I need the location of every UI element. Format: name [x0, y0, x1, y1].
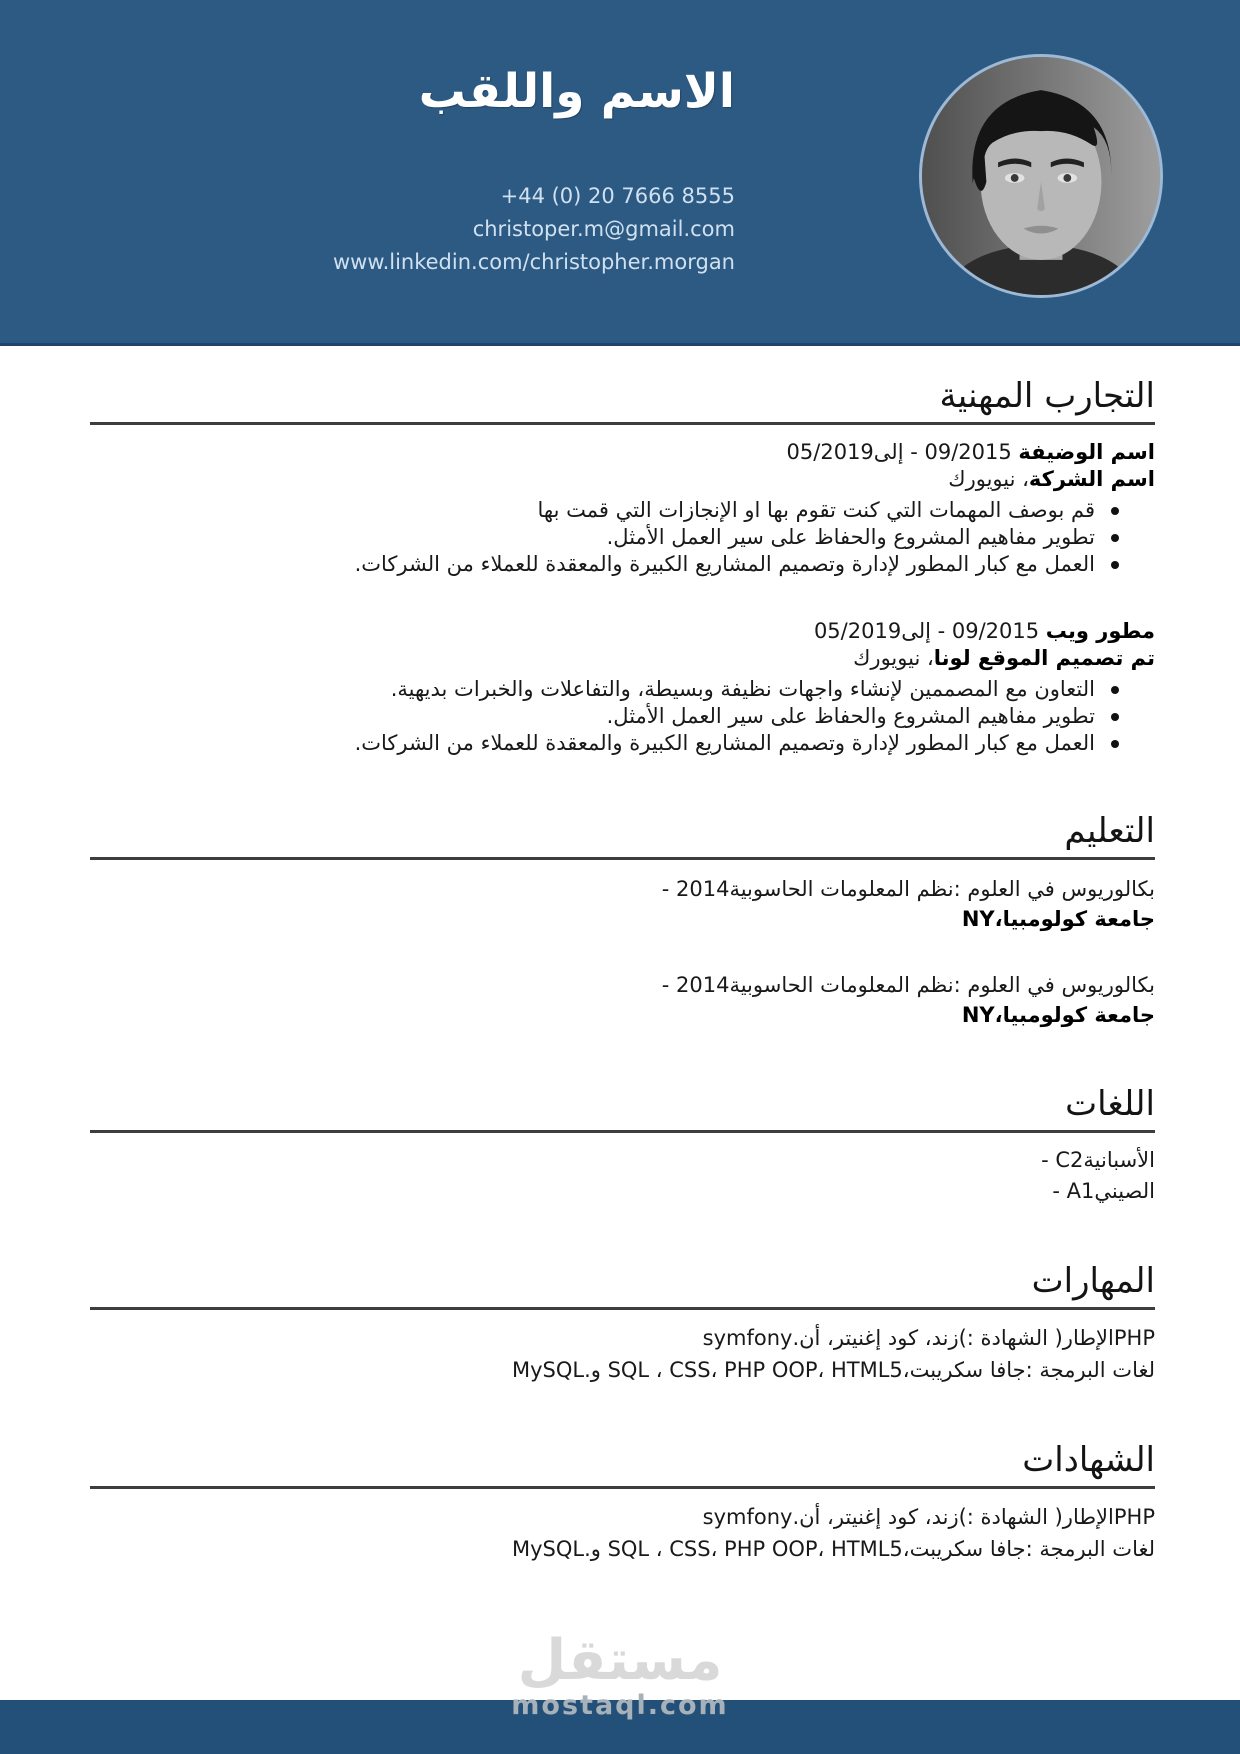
language-item: الأسبانيةC2 -: [1041, 1148, 1155, 1172]
section-divider: [90, 1307, 1155, 1310]
job-title-line: [90, 439, 1155, 466]
skills-list: [90, 1322, 1155, 1386]
job-title-line: [90, 618, 1155, 645]
skill-line: PHPالإطار( الشهادة :)زند، كود إغنيتر، أن.symfony: [702, 1326, 1155, 1350]
bullet-item: [90, 551, 1155, 578]
company-name: اسم الشركة: [1028, 467, 1155, 491]
job-dates: 09/2015 - إلى05/2019: [786, 440, 1019, 464]
bullet-text: العمل مع كبار المطور لإدارة وتصميم المشاريع الكبيرة والمعقدة للعملاء من الشركات.: [354, 731, 1095, 755]
school-line: جامعة كولومبيا،NY: [961, 1003, 1155, 1027]
section-certificates: [90, 1436, 1155, 1565]
education-entry-1: [90, 874, 1155, 934]
section-title-languages: اللغات: [1065, 1084, 1155, 1124]
job-title: مطور ويب: [1045, 619, 1155, 643]
contact-block: [333, 180, 735, 279]
section-languages: [90, 1080, 1155, 1207]
job-company-line: [90, 466, 1155, 493]
skill-line: لغات البرمجة :جافا سكريبت،SQL ، CSS، PHP OOP، HTML5 و.MySQL: [511, 1358, 1155, 1382]
mostaql-logo: مستقل: [517, 1628, 723, 1693]
company-name: تم تصميم الموقع لونا: [933, 646, 1155, 670]
job-entry-1: [90, 439, 1155, 578]
candidate-name: الاسم واللقب: [418, 64, 735, 119]
section-divider: [90, 1486, 1155, 1489]
bullet-icon: [1111, 740, 1119, 748]
job-dates: 09/2015 - إلى05/2019: [813, 619, 1046, 643]
bullet-item: [90, 676, 1155, 703]
linkedin-url: www.linkedin.com/christopher.morgan: [332, 250, 735, 274]
mostaql-watermark: [0, 1628, 1240, 1721]
phone-number: +44 (0) 20 7666 8555: [500, 184, 735, 208]
section-divider: [90, 422, 1155, 425]
bullet-text: العمل مع كبار المطور لإدارة وتصميم المشاريع الكبيرة والمعقدة للعملاء من الشركات.: [354, 552, 1095, 576]
bullet-item: [90, 497, 1155, 524]
profile-photo: [919, 54, 1163, 298]
job-title: اسم الوضيفة: [1018, 440, 1155, 464]
job-bullets: [90, 497, 1155, 578]
bullet-icon: [1111, 713, 1119, 721]
cv-body: [90, 346, 1155, 1565]
company-location: ، نيويورك: [948, 467, 1029, 491]
job-bullets: [90, 676, 1155, 757]
degree-line: بكالوريوس في العلوم :نظم المعلومات الحاسوبية2014 -: [661, 973, 1155, 997]
certificate-line: PHPالإطار( الشهادة :)زند، كود إغنيتر، أن.symfony: [702, 1505, 1155, 1529]
bullet-item: [90, 730, 1155, 757]
bullet-text: التعاون مع المصممين لإنشاء واجهات نظيفة وبسيطة، والتفاعلات والخبرات بديهية.: [390, 677, 1095, 701]
company-location: ، نيويورك: [853, 646, 934, 670]
mostaql-domain: mostaql.com: [511, 1690, 729, 1721]
section-skills: [90, 1257, 1155, 1386]
email-address: christoper.m@gmail.com: [472, 217, 735, 241]
bullet-icon: [1111, 507, 1119, 515]
section-divider: [90, 857, 1155, 860]
bullet-icon: [1111, 561, 1119, 569]
bullet-text: تطوير مفاهيم المشروع والحفاظ على سير العمل الأمثل.: [606, 525, 1095, 549]
bullet-icon: [1111, 686, 1119, 694]
bullet-item: [90, 524, 1155, 551]
certificates-list: [90, 1501, 1155, 1565]
language-item: الصينيA1 -: [1052, 1179, 1155, 1203]
language-list: [90, 1145, 1155, 1207]
bullet-item: [90, 703, 1155, 730]
bullet-text: تطوير مفاهيم المشروع والحفاظ على سير العمل الأمثل.: [606, 704, 1095, 728]
education-entry-2: [90, 970, 1155, 1030]
bullet-text: قم بوصف المهمات التي كنت تقوم بها او الإنجازات التي قمت بها: [537, 498, 1095, 522]
job-entry-2: [90, 618, 1155, 757]
portrait-illustration: [922, 57, 1160, 295]
section-title-certificates: الشهادات: [1022, 1440, 1155, 1480]
section-experience: [90, 346, 1155, 757]
degree-line: بكالوريوس في العلوم :نظم المعلومات الحاسوبية2014 -: [661, 877, 1155, 901]
school-line: جامعة كولومبيا،NY: [961, 907, 1155, 931]
certificate-line: لغات البرمجة :جافا سكريبت،SQL ، CSS، PHP OOP، HTML5 و.MySQL: [511, 1537, 1155, 1561]
section-title-education: التعليم: [1064, 811, 1155, 851]
section-title-skills: المهارات: [1031, 1261, 1155, 1301]
section-education: [90, 807, 1155, 1030]
section-divider: [90, 1130, 1155, 1133]
job-company-line: [90, 645, 1155, 672]
section-title-experience: التجارب المهنية: [939, 376, 1155, 416]
bullet-icon: [1111, 534, 1119, 542]
